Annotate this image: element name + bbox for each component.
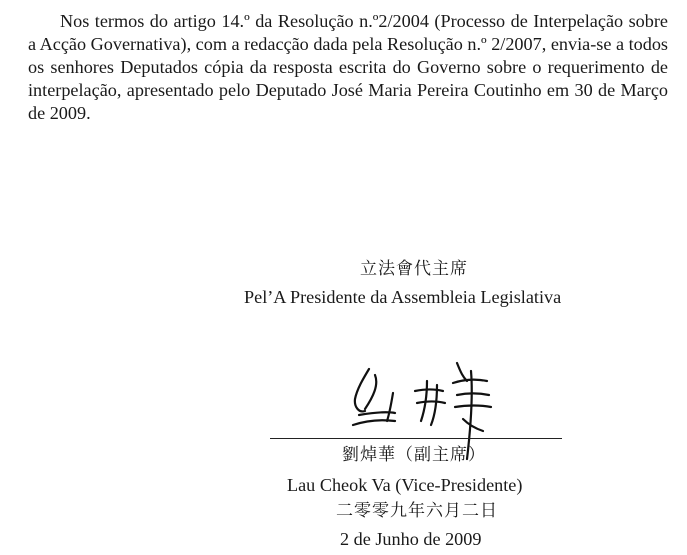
- date-chinese: 二零零九年六月二日: [336, 501, 498, 521]
- signature-line: [270, 438, 562, 439]
- signatory-title-portuguese: Pel’A Presidente da Assembleia Legislativa: [244, 287, 562, 307]
- date-portuguese: 2 de Junho de 2009: [340, 529, 482, 549]
- body-paragraph: Nos termos do artigo 14.º da Resolução n.º2/2004 (Processo de Interpelação sobre a Acção Governativa), com a redacção dada pela Resolução n.º 2/2007, envia-se a todos os senhores Deputados cópia da resposta escrita do Governo sobre o requerimento de interpelação, apresentado pelo Deputado José Maria Pereira Coutinho em 30 de Março de 2009.: [28, 11, 668, 123]
- signatory-name-chinese: 劉焯華（副主席）: [342, 445, 486, 465]
- signatory-name-portuguese: Lau Cheok Va (Vice-Presidente): [287, 475, 523, 495]
- signatory-title-chinese: 立法會代主席: [360, 259, 468, 279]
